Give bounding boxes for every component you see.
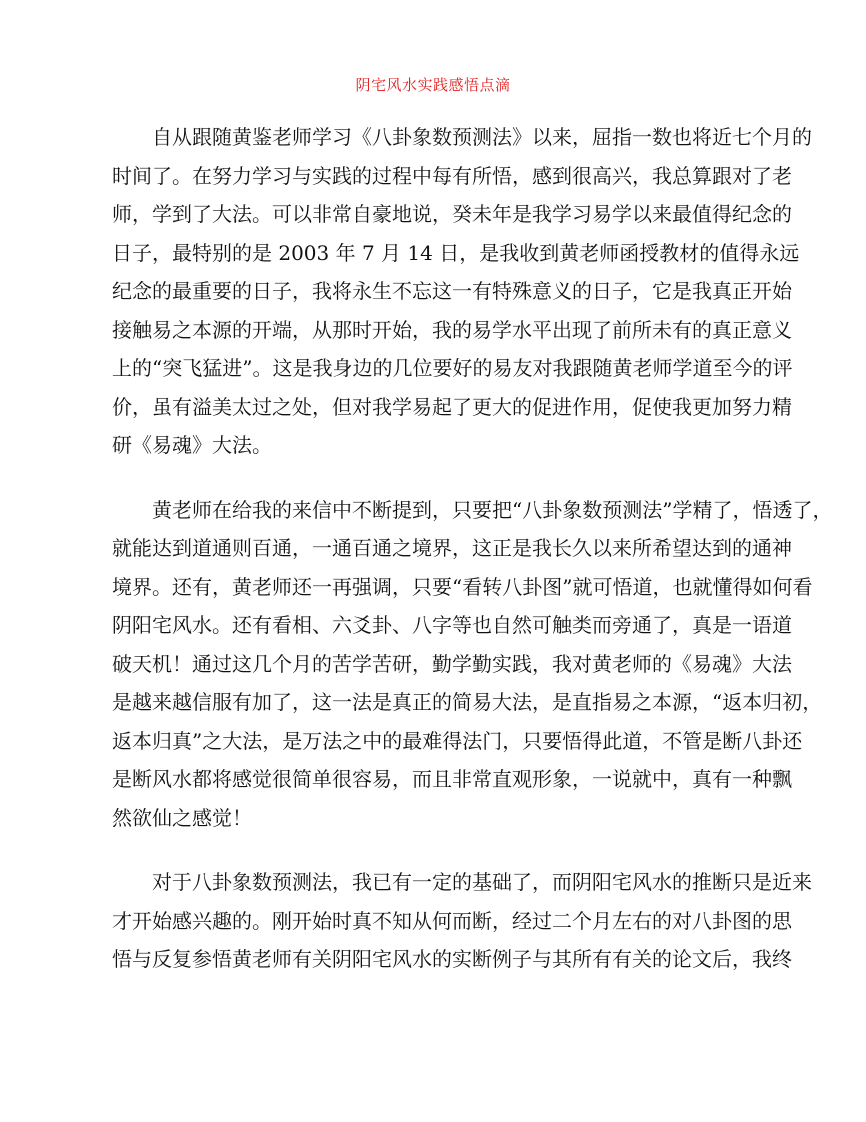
text-line: 就能达到道通则百通，一通百通之境界，这正是我长久以来所希望达到的通神 — [112, 536, 792, 560]
document-title: 阴宅风水实践感悟点滴 — [355, 76, 511, 94]
text-line: 对于八卦象数预测法，我已有一定的基础了，而阴阳宅风水的推断只是近来 — [112, 870, 812, 894]
paragraph-2 — [112, 491, 833, 838]
text-line: 价，虽有溢美太过之处，但对我学易起了更大的促进作用，促使我更加努力精 — [112, 394, 792, 419]
paragraph-1 — [112, 118, 812, 465]
text-line: 然欲仙之感觉！ — [112, 805, 252, 830]
text-line: 日子，最特别的是 2003 年 7 月 14 日，是我收到黄老师函授教材的值得永远 — [112, 240, 800, 265]
text-line: 才开始感兴趣的。刚开始时真不知从何而断，经过二个月左右的对八卦图的思 — [112, 908, 792, 933]
text-line: 师，学到了大法。可以非常自豪地说，癸未年是我学习易学以来最值得纪念的 — [112, 202, 792, 226]
text-line: 破天机！通过这几个月的苦学苦研，勤学勤实践，我对黄老师的《易魂》大法 — [112, 651, 792, 676]
text-line: 返本归真”之大法，是万法之中的最难得法门，只要悟得此道，不管是断八卦还 — [112, 728, 803, 753]
text-line: 是越来越信服有加了，这一法是真正的简易大法，是直指易之本源，“返本归初， — [112, 690, 823, 714]
text-line: 接触易之本源的开端，从那时开始，我的易学水平出现了前所未有的真正意义 — [112, 317, 792, 342]
paragraph-3 — [112, 863, 812, 979]
text-line: 是断风水都将感觉很简单很容易，而且非常直观形象，一说就中，真有一种飘 — [112, 767, 792, 791]
text-line: 阴阳宅风水。还有看相、六爻卦、八字等也自然可触类而旁通了，真是一语道 — [112, 613, 792, 637]
text-line: 纪念的最重要的日子，我将永生不忘这一有特殊意义的日子，它是我真正开始 — [112, 279, 792, 303]
text-line: 时间了。在努力学习与实践的过程中每有所悟，感到很高兴，我总算跟对了老 — [112, 163, 792, 188]
text-line: 境界。还有，黄老师还一再强调，只要“看转八卦图”就可悟道，也就懂得如何看 — [112, 574, 813, 599]
text-line: 研《易魂》大法。 — [112, 433, 272, 457]
text-line: 上的“突飞猛进”。这是我身边的几位要好的易友对我跟随黄老师学道至今的评 — [112, 356, 793, 380]
text-line: 黄老师在给我的来信中不断提到，只要把“八卦象数预测法”学精了，悟透了， — [112, 497, 833, 522]
text-line: 自从跟随黄鉴老师学习《八卦象数预测法》以来，屈指一数也将近七个月的 — [112, 125, 812, 149]
document-body — [112, 118, 833, 1005]
text-line: 悟与反复参悟黄老师有关阴阳宅风水的实断例子与其所有有关的论文后，我终 — [112, 947, 792, 971]
